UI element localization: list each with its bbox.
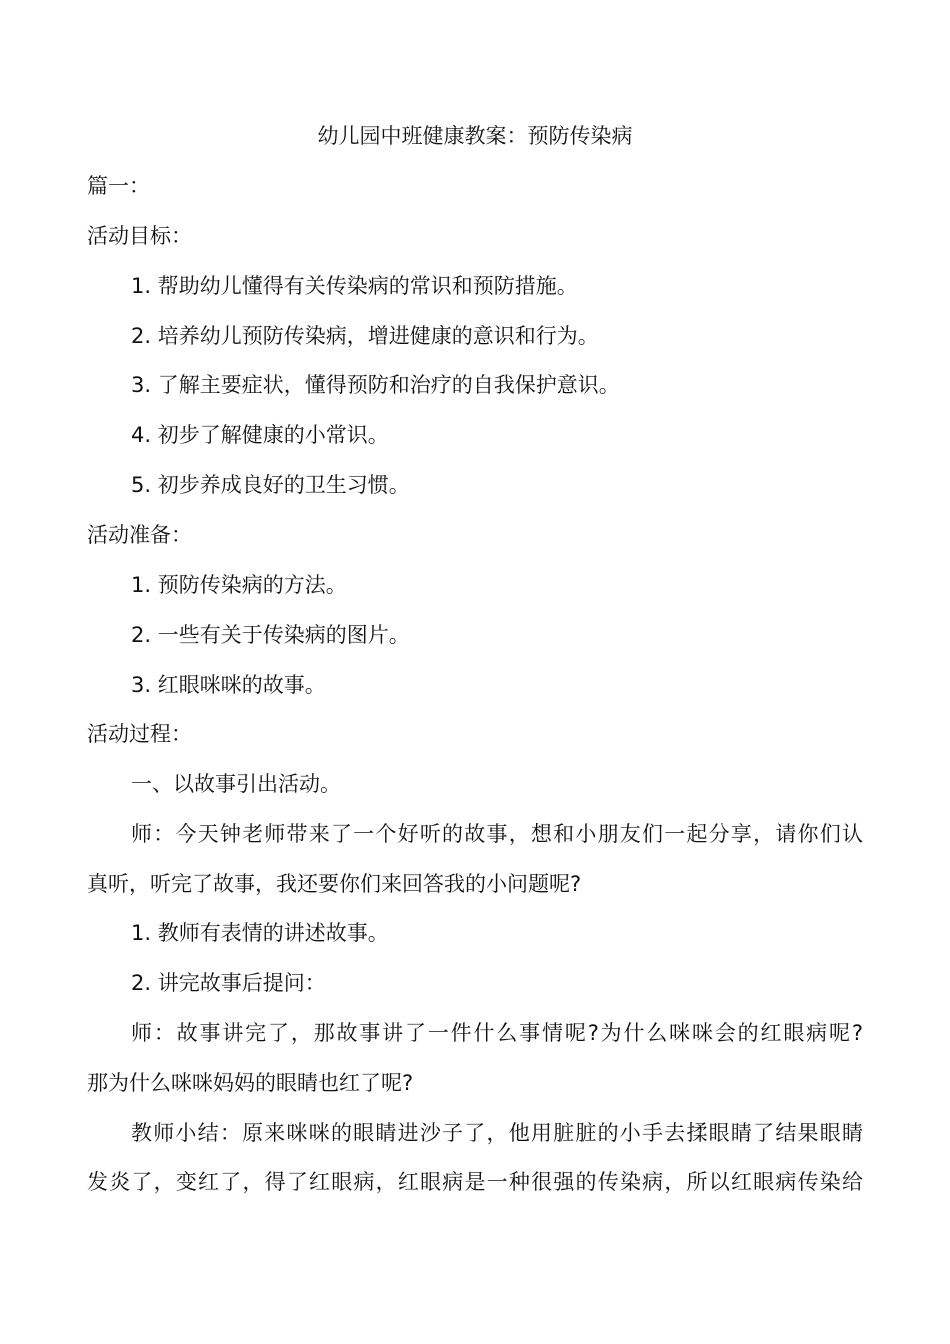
- goal-item: 4. 初步了解健康的小常识。: [131, 423, 389, 447]
- process-substep: 2. 讲完故事后提问：: [131, 971, 326, 995]
- process-step: 一、以故事引出活动。: [131, 772, 341, 796]
- prep-heading: 活动准备：: [87, 523, 192, 547]
- document-title: 幼儿园中班健康教案：预防传染病: [317, 124, 633, 148]
- teacher-paragraph-line: 师：故事讲完了，那故事讲了一件什么事情呢?为什么咪咪会的红眼病呢?: [131, 1021, 863, 1045]
- prep-item: 1. 预防传染病的方法。: [131, 573, 347, 597]
- process-heading: 活动过程：: [87, 722, 192, 746]
- teacher-paragraph-line: 那为什么咪咪妈妈的眼睛也红了呢?: [87, 1071, 414, 1095]
- prep-item: 2. 一些有关于传染病的图片。: [131, 623, 410, 647]
- part-label: 篇一：: [87, 174, 150, 198]
- prep-item: 3. 红眼咪咪的故事。: [131, 673, 326, 697]
- goal-item: 1. 帮助幼儿懂得有关传染病的常识和预防措施。: [131, 274, 578, 298]
- goal-item: 2. 培养幼儿预防传染病，增进健康的意识和行为。: [131, 324, 599, 348]
- goals-heading: 活动目标：: [87, 224, 192, 248]
- teacher-paragraph-line: 真听，听完了故事，我还要你们来回答我的小问题呢?: [87, 872, 582, 896]
- summary-paragraph-line: 发炎了，变红了，得了红眼病，红眼病是一种很强的传染病，所以红眼病传染给: [87, 1170, 863, 1194]
- process-substep: 1. 教师有表情的讲述故事。: [131, 921, 389, 945]
- teacher-paragraph-line: 师：今天钟老师带来了一个好听的故事，想和小朋友们一起分享，请你们认: [131, 822, 863, 846]
- summary-paragraph-line: 教师小结：原来咪咪的眼睛进沙子了，他用脏脏的小手去揉眼睛了结果眼睛: [131, 1121, 863, 1145]
- goal-item: 5. 初步养成良好的卫生习惯。: [131, 473, 410, 497]
- goal-item: 3. 了解主要症状，懂得预防和治疗的自我保护意识。: [131, 373, 620, 397]
